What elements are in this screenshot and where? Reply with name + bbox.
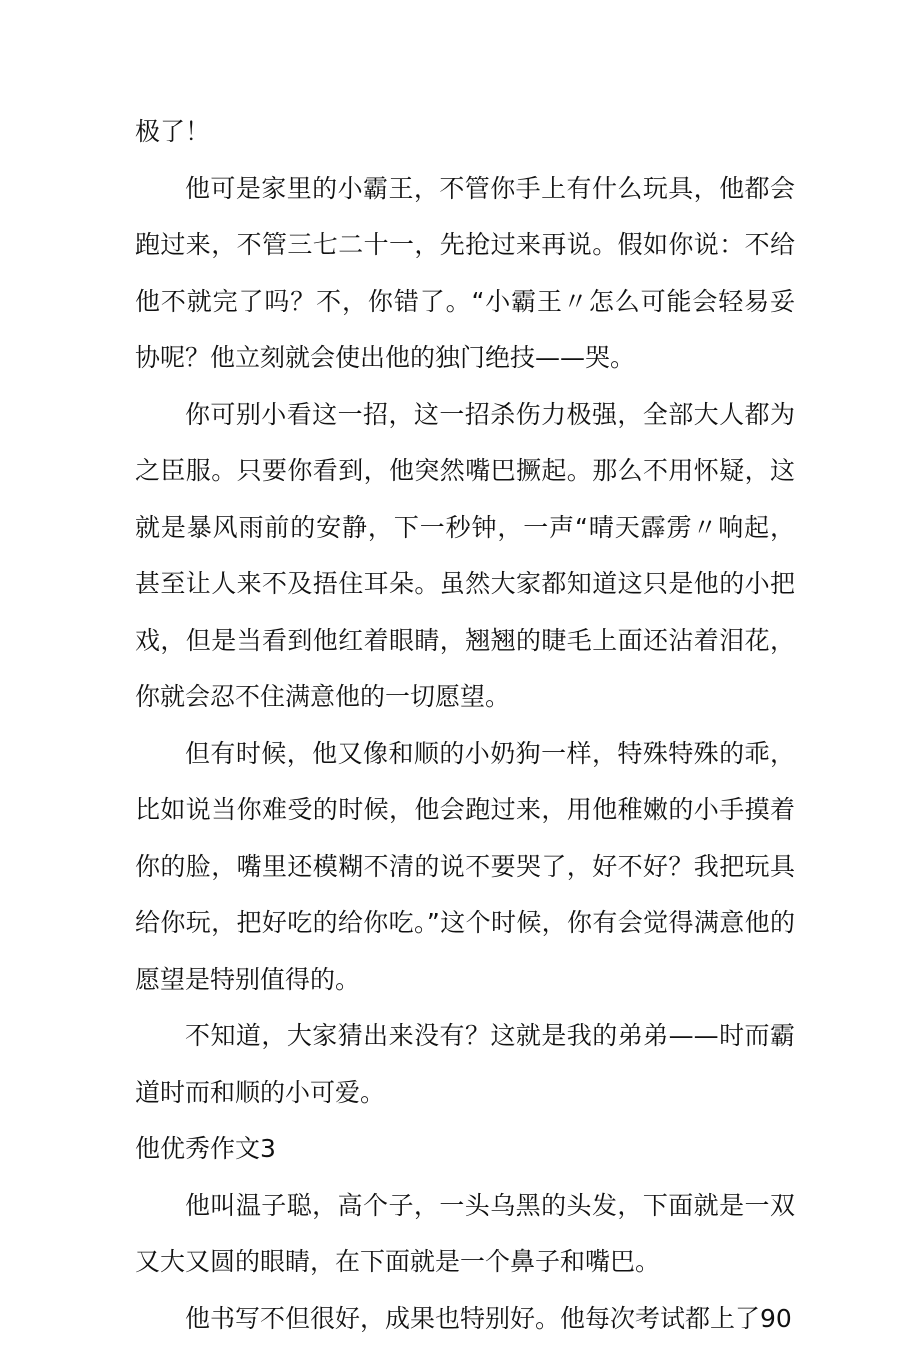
- section-heading: 他优秀作文3: [135, 1121, 795, 1178]
- paragraph-5: 不知道，大家猜出来没有？这就是我的弟弟——时而霸道时而和顺的小可爱。: [135, 1008, 795, 1121]
- paragraph-2: 他可是家里的小霸王，不管你手上有什么玩具，他都会跑过来，不管三七二十一，先抢过来再说。假如你说：不给他不就完了吗？不，你错了。“小霸王〃怎么可能会轻易妥协呢？他立刻就会使出他的独门绝技——哭。: [135, 161, 795, 387]
- paragraph-6: 他叫温子聪，高个子，一头乌黑的头发，下面就是一双又大又圆的眼睛，在下面就是一个鼻子和嘴巴。: [135, 1178, 795, 1291]
- paragraph-4: 但有时候，他又像和顺的小奶狗一样，特殊特殊的乖，比如说当你难受的时候，他会跑过来，用他稚嫩的小手摸着你的脸，嘴里还模糊不清的说不要哭了，好不好？我把玩具给你玩，把好吃的给你吃。”这个时候，你有会觉得满意他的愿望是特别值得的。: [135, 726, 795, 1009]
- document-body: [135, 104, 795, 1347]
- paragraph-7: 他书写不但很好，成果也特别好。他每次考试都上了90: [135, 1291, 795, 1347]
- paragraph-1: 极了！: [135, 104, 795, 161]
- paragraph-3: 你可别小看这一招，这一招杀伤力极强，全部大人都为之臣服。只要你看到，他突然嘴巴撅起。那么不用怀疑，这就是暴风雨前的安静，下一秒钟，一声“晴天霹雳〃响起，甚至让人来不及捂住耳朵。虽然大家都知道这只是他的小把戏，但是当看到他红着眼睛，翘翘的睫毛上面还沾着泪花，你就会忍不住满意他的一切愿望。: [135, 387, 795, 726]
